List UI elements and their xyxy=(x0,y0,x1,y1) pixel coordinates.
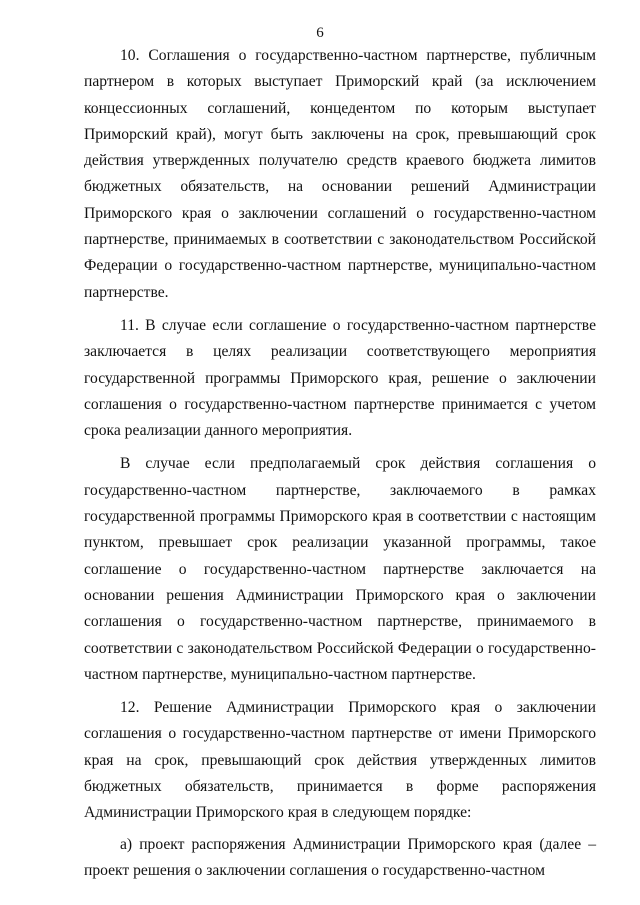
paragraph-11: 11. В случае если соглашение о государственно-частном партнерстве заключается в целях реализации соответствующего мероприятия государственной программы Приморского края, решение о заключении соглашения о государственно-частном партнерстве принимается с учетом срока реализации данного мероприятия. xyxy=(84,316,596,440)
paragraph-10: 10. Соглашения о государственно-частном партнерстве, публичным партнером в которых выступает Приморский край (за исключением концессионных соглашений, концедентом по которым выступает Приморский край), могут быть заключены на срок, превышающий срок действия утвержденных получателю средств краевого бюджета лимитов бюджетных обязательств, на основании решений Администрации Приморского края о заключении соглашений о государственно-частном партнерстве, принимаемых в соответствии с законодательством Российской Федерации о государственно-частном партнерстве, муниципально-частном партнерстве. xyxy=(84,47,596,301)
paragraph-12: 12. Решение Администрации Приморского края о заключении соглашения о государственно-частном партнерстве от имени Приморского края на срок, превышающий срок действия утвержденных лимитов бюджетных обязательств, принимается в форме распоряжения Администрации Приморского края в следующем порядке: xyxy=(84,699,596,822)
paragraph-11-continuation: В случае если предполагаемый срок действия соглашения о государственно-частном партнерстве, заключаемого в рамках государственной программы Приморского края в соответствии с настоящим пунктом, превышает срок реализации указанной программы, такое соглашение о государственно-частном партнерстве заключается на основании решения Администрации Приморского края о заключении соглашения о государственно-частном партнерстве, принимаемого в соответствии с законодательством Российской Федерации о государственно-частном партнерстве, муниципально-частном партнерстве. xyxy=(84,455,596,683)
document-body xyxy=(84,43,596,884)
page-number: 6 xyxy=(316,25,324,41)
paragraph-12-item-a: а) проект распоряжения Администрации Приморского края (далее – проект решения о заключении соглашения о государственно-частном xyxy=(84,835,596,879)
